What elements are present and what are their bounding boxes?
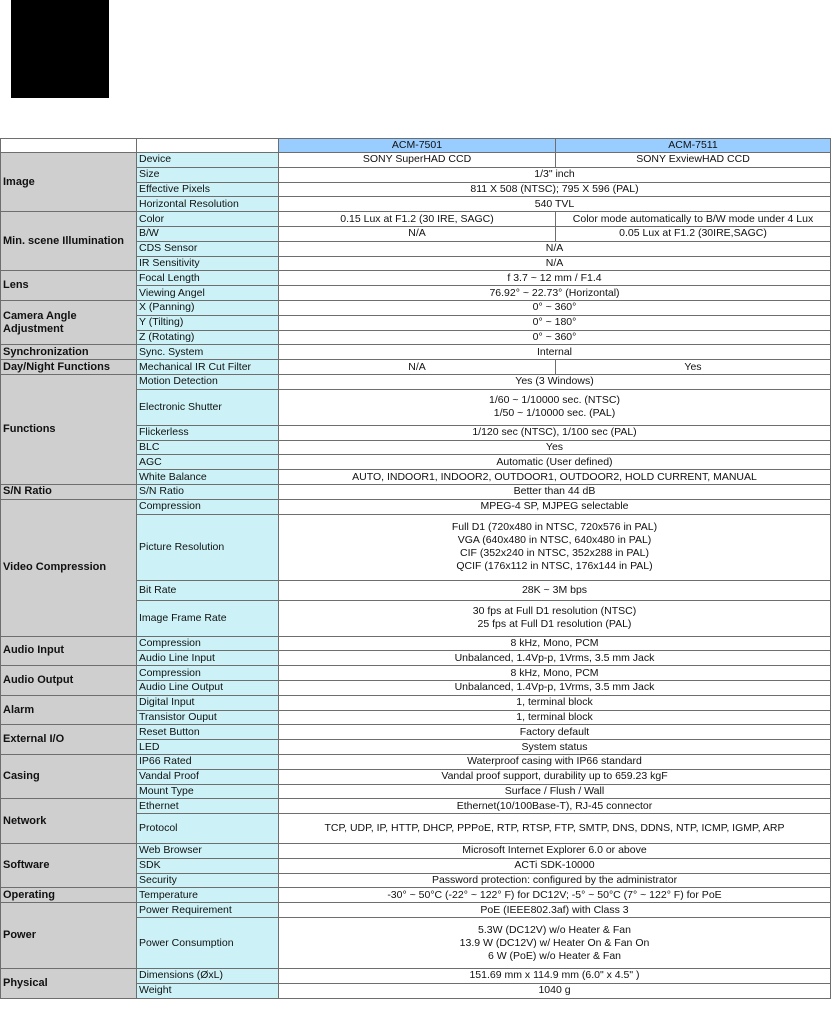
- spec-value-line: 30 fps at Full D1 resolution (NTSC): [472, 605, 637, 618]
- spec-label: Size: [137, 167, 279, 182]
- spec-value: 8 kHz, Mono, PCM: [279, 666, 831, 681]
- spec-value-line: 6 W (PoE) w/o Heater & Fan: [487, 949, 622, 962]
- spec-value-line: 1/50 ~ 1/10000 sec. (PAL): [493, 407, 616, 420]
- spec-row: [1, 666, 831, 681]
- category-cell: External I/O: [1, 725, 137, 755]
- category-cell: Audio Output: [1, 666, 137, 696]
- spec-label: Viewing Angel: [137, 286, 279, 301]
- category-cell: Lens: [1, 271, 137, 301]
- spec-label: Effective Pixels: [137, 182, 279, 197]
- spec-label: Device: [137, 153, 279, 168]
- spec-value: SONY SuperHAD CCD: [279, 153, 556, 168]
- spec-value-line: Full D1 (720x480 in NTSC, 720x576 in PAL): [451, 521, 658, 534]
- spec-label: Compression: [137, 636, 279, 651]
- spec-label: Flickerless: [137, 425, 279, 440]
- category-cell: Power: [1, 903, 137, 969]
- spec-label: Audio Line Input: [137, 651, 279, 666]
- spec-label: Z (Rotating): [137, 330, 279, 345]
- spec-value: Ethernet(10/100Base-T), RJ-45 connector: [279, 799, 831, 814]
- spec-label: Reset Button: [137, 725, 279, 740]
- header-row: [1, 139, 831, 153]
- spec-row: [1, 725, 831, 740]
- spec-label: Mount Type: [137, 784, 279, 799]
- spec-label: B/W: [137, 226, 279, 241]
- spec-value: [279, 918, 831, 969]
- spec-value: 1, terminal block: [279, 695, 831, 710]
- spec-label: Picture Resolution: [137, 514, 279, 580]
- spec-value: 1/120 sec (NTSC), 1/100 sec (PAL): [279, 425, 831, 440]
- spec-table: [0, 138, 831, 999]
- category-cell: Network: [1, 799, 137, 844]
- spec-label: CDS Sensor: [137, 241, 279, 256]
- spec-value: Waterproof casing with IP66 standard: [279, 754, 831, 769]
- spec-label: Power Requirement: [137, 903, 279, 918]
- spec-value: 1, terminal block: [279, 710, 831, 725]
- spec-value: N/A: [279, 360, 556, 375]
- spec-value-line: QCIF (176x112 in NTSC, 176x144 in PAL): [456, 560, 653, 573]
- spec-value-line: CIF (352x240 in NTSC, 352x288 in PAL): [460, 547, 649, 560]
- spec-value: [279, 389, 831, 425]
- spec-value: Surface / Flush / Wall: [279, 784, 831, 799]
- spec-value: Automatic (User defined): [279, 455, 831, 470]
- spec-row: [1, 484, 831, 499]
- spec-row: [1, 969, 831, 984]
- spec-row: [1, 888, 831, 903]
- model-header: ACM-7511: [556, 139, 831, 153]
- spec-row: [1, 636, 831, 651]
- spec-value-line: VGA (640x480 in NTSC, 640x480 in PAL): [457, 534, 652, 547]
- category-cell: Physical: [1, 969, 137, 999]
- spec-row: [1, 153, 831, 168]
- spec-value: Yes: [556, 360, 831, 375]
- spec-value: ACTi SDK-10000: [279, 858, 831, 873]
- spec-row: [1, 345, 831, 360]
- spec-value: 1/3" inch: [279, 167, 831, 182]
- spec-value: 811 X 508 (NTSC); 795 X 596 (PAL): [279, 182, 831, 197]
- spec-value: Factory default: [279, 725, 831, 740]
- spec-value: MPEG-4 SP, MJPEG selectable: [279, 499, 831, 514]
- spec-label: Sync. System: [137, 345, 279, 360]
- spec-value: f 3.7 ~ 12 mm / F1.4: [279, 271, 831, 286]
- spec-value: N/A: [279, 241, 831, 256]
- spec-label: LED: [137, 740, 279, 755]
- spec-label: Compression: [137, 499, 279, 514]
- spec-label: Temperature: [137, 888, 279, 903]
- spec-label: IP66 Rated: [137, 754, 279, 769]
- spec-label: Vandal Proof: [137, 769, 279, 784]
- spec-value: TCP, UDP, IP, HTTP, DHCP, PPPoE, RTP, RTSP, FTP, SMTP, DNS, DDNS, NTP, ICMP, IGMP, ARP: [279, 814, 831, 844]
- spec-value: 0° ~ 180°: [279, 315, 831, 330]
- spec-label: Digital Input: [137, 695, 279, 710]
- header-blank-cell: [1, 139, 137, 153]
- spec-value: Yes (3 Windows): [279, 374, 831, 389]
- spec-value: N/A: [279, 256, 831, 271]
- spec-value: PoE (IEEE802.3af) with Class 3: [279, 903, 831, 918]
- category-cell: Operating: [1, 888, 137, 903]
- category-cell: Day/Night Functions: [1, 360, 137, 375]
- spec-value: Better than 44 dB: [279, 484, 831, 499]
- spec-value: [279, 600, 831, 636]
- spec-value: 0° ~ 360°: [279, 300, 831, 315]
- spec-row: [1, 903, 831, 918]
- spec-label: SDK: [137, 858, 279, 873]
- spec-label: Mechanical IR Cut Filter: [137, 360, 279, 375]
- spec-row: [1, 374, 831, 389]
- spec-label: Web Browser: [137, 844, 279, 859]
- spec-label: Security: [137, 873, 279, 888]
- spec-value: Unbalanced, 1.4Vp-p, 1Vrms, 3.5 mm Jack: [279, 651, 831, 666]
- spec-row: [1, 754, 831, 769]
- category-cell: Synchronization: [1, 345, 137, 360]
- spec-value: 0.05 Lux at F1.2 (30IRE,SAGC): [556, 226, 831, 241]
- spec-value: Yes: [279, 440, 831, 455]
- spec-label: Color: [137, 212, 279, 227]
- spec-value: 8 kHz, Mono, PCM: [279, 636, 831, 651]
- category-cell: Audio Input: [1, 636, 137, 666]
- spec-value: 28K ~ 3M bps: [279, 580, 831, 600]
- spec-label: Motion Detection: [137, 374, 279, 389]
- spec-row: [1, 271, 831, 286]
- spec-value: N/A: [279, 226, 556, 241]
- category-cell: Software: [1, 844, 137, 888]
- spec-value: AUTO, INDOOR1, INDOOR2, OUTDOOR1, OUTDOOR2, HOLD CURRENT, MANUAL: [279, 470, 831, 485]
- black-square: [11, 0, 109, 98]
- spec-label: White Balance: [137, 470, 279, 485]
- spec-label: S/N Ratio: [137, 484, 279, 499]
- spec-row: [1, 212, 831, 227]
- spec-label: Power Consumption: [137, 918, 279, 969]
- spec-table-body: [1, 139, 831, 999]
- spec-value: SONY ExviewHAD CCD: [556, 153, 831, 168]
- spec-value: Color mode automatically to B/W mode under 4 Lux: [556, 212, 831, 227]
- spec-label: Dimensions (ØxL): [137, 969, 279, 984]
- spec-value-line: 25 fps at Full D1 resolution (PAL): [477, 618, 632, 631]
- spec-value: 540 TVL: [279, 197, 831, 212]
- spec-label: Bit Rate: [137, 580, 279, 600]
- spec-row: [1, 300, 831, 315]
- category-cell: Alarm: [1, 695, 137, 725]
- spec-label: Transistor Ouput: [137, 710, 279, 725]
- spec-label: Image Frame Rate: [137, 600, 279, 636]
- category-cell: Image: [1, 153, 137, 212]
- category-cell: Functions: [1, 374, 137, 484]
- model-header: ACM-7501: [279, 139, 556, 153]
- spec-value: 1040 g: [279, 983, 831, 998]
- spec-row: [1, 360, 831, 375]
- spec-row: [1, 499, 831, 514]
- spec-label: AGC: [137, 455, 279, 470]
- category-cell: Video Compression: [1, 499, 137, 636]
- spec-label: X (Panning): [137, 300, 279, 315]
- spec-value: Unbalanced, 1.4Vp-p, 1Vrms, 3.5 mm Jack: [279, 680, 831, 695]
- spec-label: Audio Line Output: [137, 680, 279, 695]
- spec-row: [1, 799, 831, 814]
- header-blank-cell: [137, 139, 279, 153]
- spec-value: Vandal proof support, durability up to 659.23 kgF: [279, 769, 831, 784]
- spec-value: 0.15 Lux at F1.2 (30 IRE, SAGC): [279, 212, 556, 227]
- category-cell: Casing: [1, 754, 137, 798]
- spec-value: [279, 514, 831, 580]
- category-cell: Min. scene Illumination: [1, 212, 137, 271]
- spec-label: Weight: [137, 983, 279, 998]
- spec-value-line: 5.3W (DC12V) w/o Heater & Fan: [478, 923, 631, 936]
- spec-value: 151.69 mm x 114.9 mm (6.0" x 4.5" ): [279, 969, 831, 984]
- spec-value: Internal: [279, 345, 831, 360]
- spec-value: 0° ~ 360°: [279, 330, 831, 345]
- spec-label: Protocol: [137, 814, 279, 844]
- spec-value: -30° ~ 50°C (-22° ~ 122° F) for DC12V; -5° ~ 50°C (7° ~ 122° F) for PoE: [279, 888, 831, 903]
- spec-label: IR Sensitivity: [137, 256, 279, 271]
- spec-value: 76.92° ~ 22.73° (Horizontal): [279, 286, 831, 301]
- spec-value-line: 13.9 W (DC12V) w/ Heater On & Fan On: [459, 936, 650, 949]
- spec-value-line: 1/60 ~ 1/10000 sec. (NTSC): [488, 394, 621, 407]
- spec-label: Y (Tilting): [137, 315, 279, 330]
- category-cell: Camera Angle Adjustment: [1, 300, 137, 344]
- category-cell: S/N Ratio: [1, 484, 137, 499]
- spec-label: Compression: [137, 666, 279, 681]
- spec-label: Ethernet: [137, 799, 279, 814]
- spec-label: Focal Length: [137, 271, 279, 286]
- spec-label: Electronic Shutter: [137, 389, 279, 425]
- spec-value: Microsoft Internet Explorer 6.0 or above: [279, 844, 831, 859]
- spec-label: BLC: [137, 440, 279, 455]
- spec-label: Horizontal Resolution: [137, 197, 279, 212]
- spec-row: [1, 844, 831, 859]
- spec-value: Password protection: configured by the administrator: [279, 873, 831, 888]
- spec-row: [1, 695, 831, 710]
- spec-value: System status: [279, 740, 831, 755]
